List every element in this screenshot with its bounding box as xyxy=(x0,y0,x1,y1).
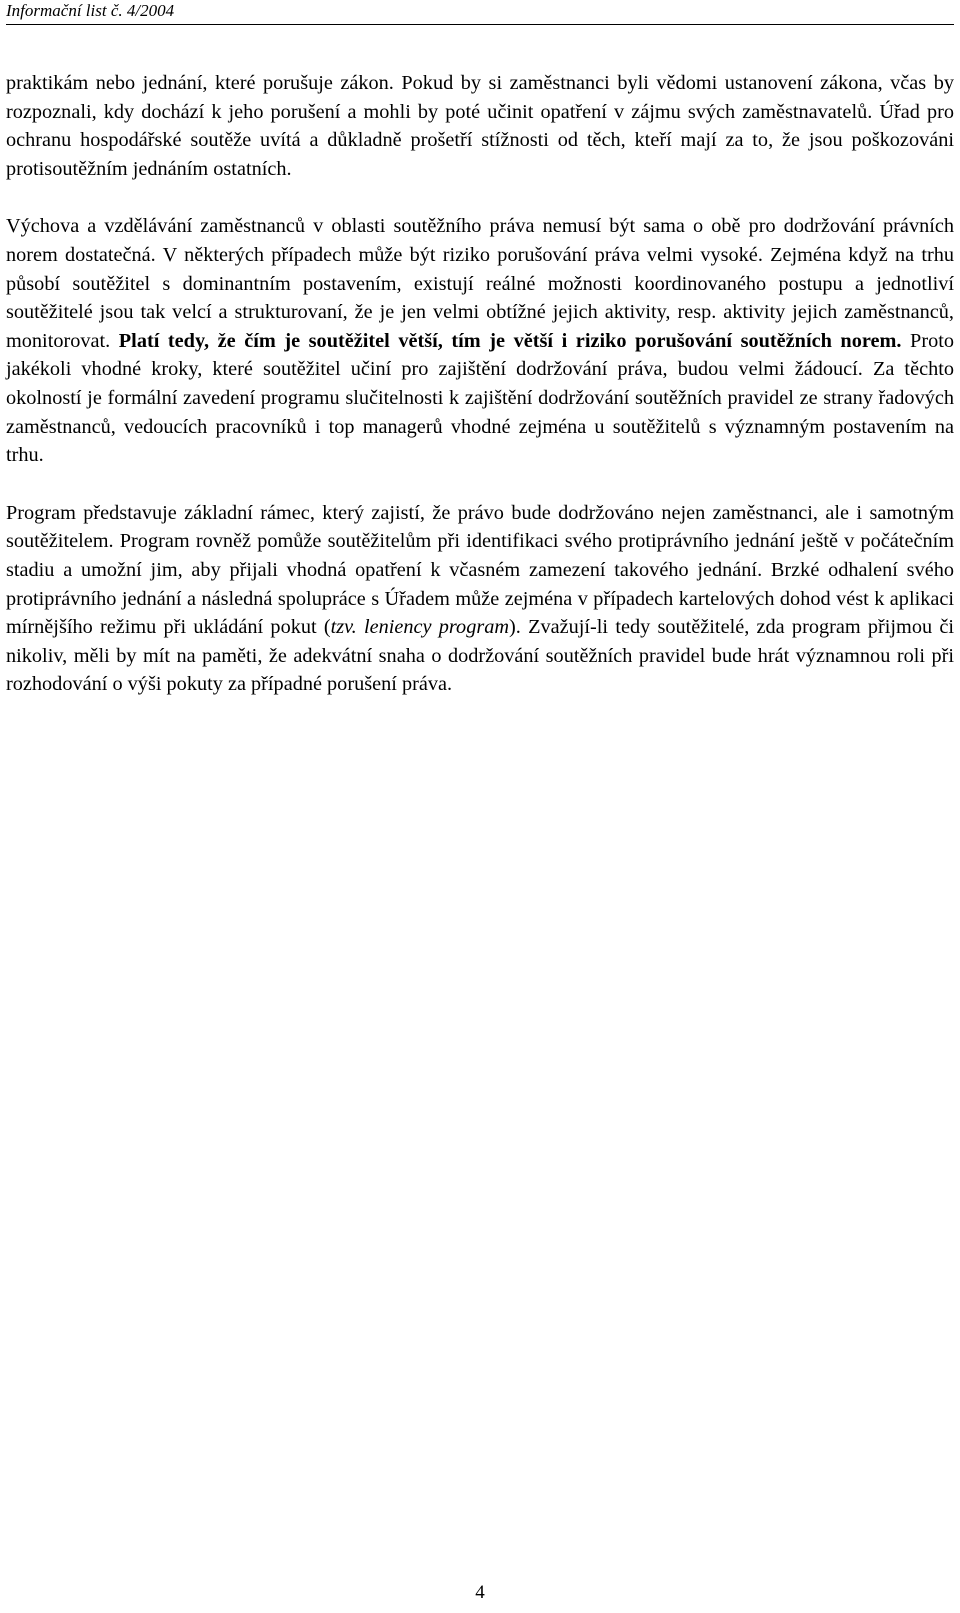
paragraph-1-text: praktikám nebo jednání, které porušuje zákon. Pokud by si zaměstnanci byli vědomi ustanovení zákona, včas by rozpoznali, kdy dochází k jeho porušení a mohli by poté učinit opatření v zájmu svých zaměstnavatelů. Úřad pro ochranu hospodářské soutěže uvítá a důkladně prošetří stížnosti od těch, kteří mají za to, že jsou poškozováni protisoutěžním jednáním ostatních. xyxy=(6,72,954,180)
paragraph-3-italic-term: tzv. leniency program xyxy=(330,616,510,639)
paragraph-3-text-b: ). Zvažují-li tedy soutěžitelé, zda program přijmou či nikoliv, měli by mít na paměti, že adekvátní snaha o dodržování soutěžních pravidel bude hrát významnou roli při rozhodování o výši pokuty za případné porušení práva. xyxy=(6,616,954,696)
paragraph-3 xyxy=(6,499,954,699)
header-title: Informační list č. 4/2004 xyxy=(6,1,175,20)
paragraph-2 xyxy=(6,212,954,469)
running-header xyxy=(6,0,954,25)
paragraph-3-text-a: Program představuje základní rámec, který zajistí, že právo bude dodržováno nejen zaměstnanci, ale i samotným soutěžitelem. Program rovněž pomůže soutěžitelům při identifikaci svého protiprávního jednání ještě v počátečním stadiu a umožní jim, aby přijali vhodná opatření k včasném zamezení takového jednání. Brzké odhalení svého protiprávního jednání a následná spolupráce s Úřadem může zejména v případech kartelových dohod vést k aplikaci mírnějšího režimu při ukládání pokut ( xyxy=(6,501,954,639)
paragraph-1 xyxy=(6,69,954,183)
paragraph-2-text-b: Proto jakékoli vhodné kroky, které soutěžitel učiní pro zajištění dodržování práva, budou velmi žádoucí. Za těchto okolností je formální zavedení programu slučitelnosti k zajištění dodržování soutěžních pravidel ze strany řadových zaměstnanců, vedoucích pracovníků i top managerů vhodné zejména u soutěžitelů s významným postavením na trhu. xyxy=(6,329,954,467)
document-body xyxy=(6,69,954,699)
page-number: 4 xyxy=(475,1582,485,1603)
paragraph-2-text-a: Výchova a vzdělávání zaměstnanců v oblasti soutěžního práva nemusí být sama o obě pro dodržování právních norem dostatečná. V některých případech může být riziko porušování práva velmi vysoké. Zejména když na trhu působí soutěžitel s dominantním postavením, existují reálné možnosti koordinovaného postupu a jednotliví soutěžitelé jsou tak velcí a strukturovaní, že je jen velmi obtížné jejich aktivity, resp. aktivity jejich zaměstnanců, monitorovat. xyxy=(6,215,954,352)
paragraph-2-bold-statement: Platí tedy, že čím je soutěžitel větší, tím je větší i riziko porušování soutěžních norem. xyxy=(118,329,902,352)
